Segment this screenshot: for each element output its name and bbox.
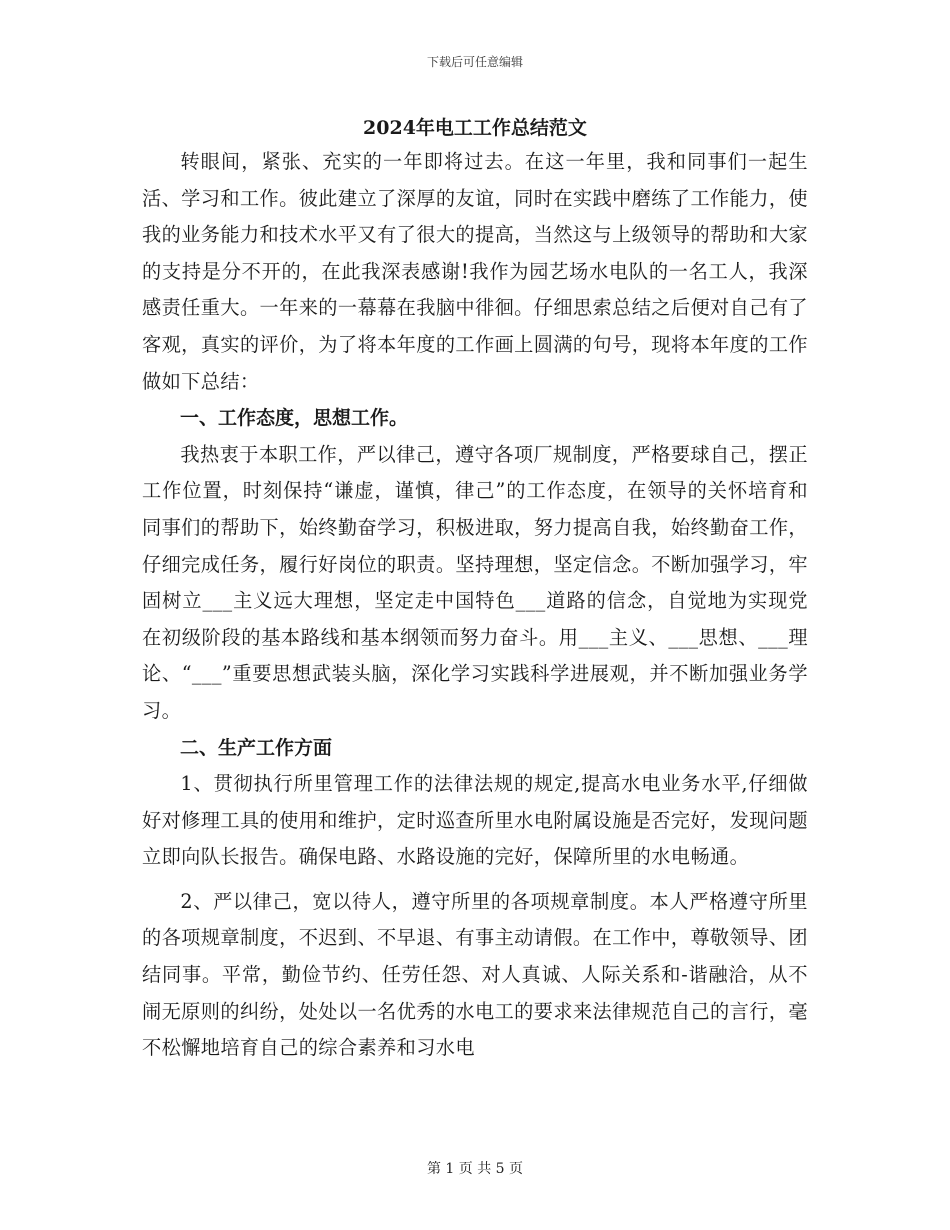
section2-item1: 1、贯彻执行所里管理工作的法律法规的规定,提高水电业务水平,仔细做好对修理工具的使用和维护，定时巡查所里水电附属设施是否完好，发现问题立即向队长报告。确保电路、水路设施的完好，保障所里的水电畅通。 [142, 772, 808, 869]
section2-item2: 2、严以律己，宽以待人，遵守所里的各项规章制度。本人严格遵守所里的各项规章制度，不迟到、不早退、有事主动请假。在工作中，尊敬领导、团结同事。平常，勤俭节约、任劳任怨、对人真诚、人际关系和-谐融洽，从不闹无原则的纠纷，处处以一名优秀的水电工的要求来法律规范自己的言行，毫不松懈地培育自己的综合素养和习水电 [142, 889, 808, 1060]
section1-paragraph: 我热衷于本职工作，严以律己，遵守各项厂规制度，严格要球自己，摆正工作位置，时刻保持“谦虚，谨慎，律己”的工作态度，在领导的关怀培育和同事们的帮助下，始终勤奋学习，积极进取，努力提高自我，始终勤奋工作，仔细完成任务，履行好岗位的职责。坚持理想，坚定信念。不断加强学习，牢固树立___主义远大理想，坚定走中国特色___道路的信念，自觉地为实现党在初级阶段的基本路线和基本纲领而努力奋斗。用___主义、___思想、___理论、“___”重要思想武装头脑，深化学习实践科学进展观，并不断加强业务学习。 [142, 442, 808, 722]
section2-heading: 二、生产工作方面 [180, 736, 333, 759]
page-footer: 第 1 页 共 5 页 [426, 1161, 524, 1177]
document-title: 2024年电工工作总结范文 [363, 117, 587, 139]
intro-paragraph: 转眼间，紧张、充实的一年即将过去。在这一年里，我和同事们一起生活、学习和工作。彼此建立了深厚的友谊，同时在实践中磨练了工作能力，使我的业务能力和技术水平又有了很大的提高，当然这与上级领导的帮助和大家的支持是分不开的，在此我深表感谢!我作为园艺场水电队的一名工人，我深感责任重大。一年来的一幕幕在我脑中徘徊。仔细思索总结之后便对自己有了客观，真实的评价，为了将本年度的工作画上圆满的句号，现将本年度的工作做如下总结： [142, 150, 808, 393]
header-note: 下载后可任意编辑 [426, 55, 523, 69]
paragraph-gap [142, 876, 808, 884]
document-body [142, 112, 808, 1067]
section1-heading: 一、工作态度，思想工作。 [180, 407, 409, 430]
